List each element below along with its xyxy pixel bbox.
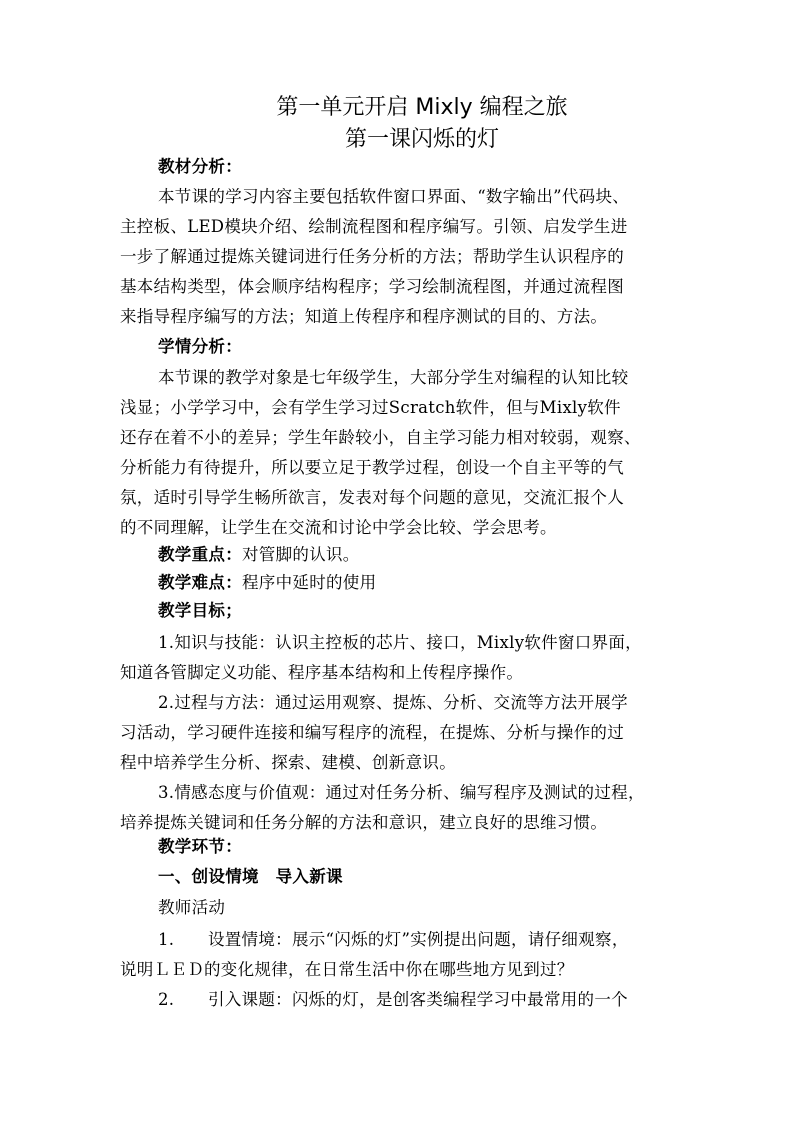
goal-line: 培养提炼关键词和任务分解的方法和意识，建立良好的思维习惯。 xyxy=(120,813,608,832)
goal-heading: 教学目标； xyxy=(158,601,242,620)
step1-heading: 一、创设情境 导入新课 xyxy=(158,867,343,886)
goal-line: 习活动，学习硬件连接和编写程序的流程，在提炼、分析与操作的过 xyxy=(120,723,624,742)
goal-line: 3.情感态度与价值观：通过对任务分析、编写程序及测试的过程， xyxy=(158,783,645,802)
unit-title: 第一单元开启 Mixly 编程之旅 xyxy=(276,95,568,120)
learner-line: 本节课的教学对象是七年级学生，大部分学生对编程的认知比较 xyxy=(158,368,629,387)
learner-line: 氛，适时引导学生畅所欲言，发表对每个问题的意见，交流汇报个人 xyxy=(120,488,624,507)
activity-line: 1. 设置情境：展示“闪烁的灯”实例提出问题，请仔细观察， xyxy=(158,930,629,949)
difficulty-text: 程序中延时的使用 xyxy=(242,573,377,592)
material-line: 主控板、LED模块介绍、绘制流程图和程序编写。引领、启发学生进 xyxy=(120,217,628,236)
learner-heading: 学情分析： xyxy=(158,337,242,356)
goal-line: 2.过程与方法：通过运用观察、提炼、分析、交流等方法开展学 xyxy=(158,693,628,712)
learner-line: 浅显；小学学习中，会有学生学习过Scratch软件，但与Mixly软件 xyxy=(120,398,621,417)
learner-line: 分析能力有待提升，所以要立足于教学过程，创设一个自主平等的气 xyxy=(120,458,624,477)
material-line: 来指导程序编写的方法；知道上传程序和程序测试的目的、方法。 xyxy=(120,307,608,326)
material-line: 本节课的学习内容主要包括软件窗口界面、“数字输出”代码块、 xyxy=(158,187,630,206)
activity-line: 2. 引入课题：闪烁的灯，是创客类编程学习中最常用的一个 xyxy=(158,990,628,1009)
goal-line: 知道各管脚定义功能、程序基本结构和上传程序操作。 xyxy=(120,663,524,682)
key-point-text: 对管脚的认识。 xyxy=(242,545,360,564)
key-point-heading: 教学重点： xyxy=(158,545,242,564)
process-heading: 教学环节： xyxy=(158,837,242,856)
difficulty-row xyxy=(158,572,680,594)
goal-line: 程中培养学生分析、探索、建模、创新意识。 xyxy=(120,753,456,772)
learner-line: 还存在着不小的差异；学生年龄较小，自主学习能力相对较弱，观察、 xyxy=(120,428,641,447)
difficulty-heading: 教学难点： xyxy=(158,573,242,592)
lesson-title: 第一课闪烁的灯 xyxy=(344,127,499,152)
material-line: 一步了解通过提炼关键词进行任务分析的方法；帮助学生认识程序的 xyxy=(120,247,624,266)
key-point-row xyxy=(158,544,680,566)
material-line: 基本结构类型，体会顺序结构程序；学习绘制流程图，并通过流程图 xyxy=(120,277,624,296)
material-heading: 教材分析： xyxy=(158,157,242,176)
goal-line: 1.知识与技能：认识主控板的芯片、接口，Mixly软件窗口界面， xyxy=(158,633,642,652)
activity-line: 说明ＬＥＤ的变化规律，在日常生活中你在哪些地方见到过？ xyxy=(120,960,574,979)
teacher-activity-label: 教师活动 xyxy=(158,898,226,917)
learner-line: 的不同理解，让学生在交流和讨论中学会比较、学会思考。 xyxy=(120,518,557,537)
